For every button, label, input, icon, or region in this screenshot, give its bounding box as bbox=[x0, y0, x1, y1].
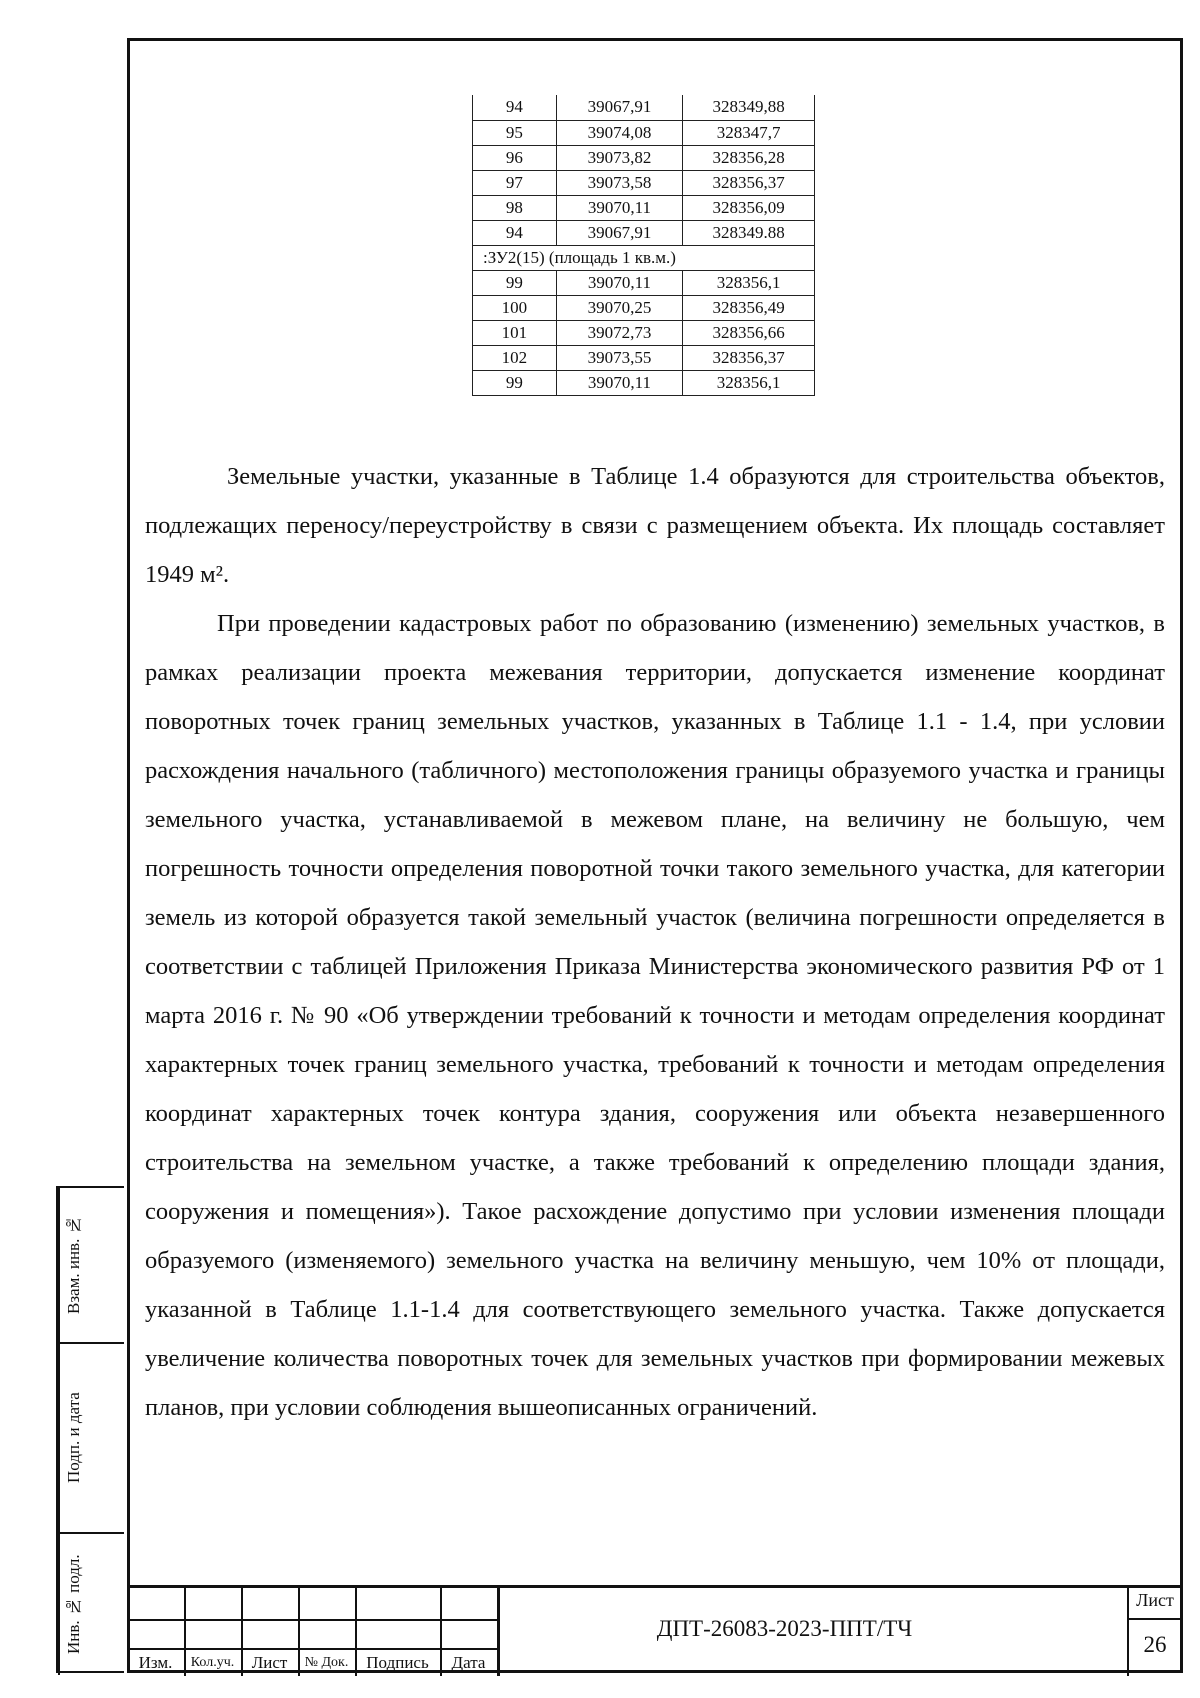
x-cell: 39073,55 bbox=[556, 345, 683, 370]
y-cell: 328356,66 bbox=[683, 320, 815, 345]
sheet-number: 26 bbox=[1143, 1632, 1167, 1657]
x-cell: 39074,08 bbox=[556, 120, 683, 145]
x-cell: 39072,73 bbox=[556, 320, 683, 345]
title-block bbox=[127, 1585, 1183, 1673]
point-cell: 94 bbox=[473, 220, 557, 245]
point-cell: 102 bbox=[473, 345, 557, 370]
header-no-dok: № Док. bbox=[304, 1655, 349, 1670]
y-cell: 328349.88 bbox=[683, 220, 815, 245]
table-row bbox=[473, 370, 815, 395]
table-row bbox=[473, 345, 815, 370]
x-cell: 39067,91 bbox=[556, 220, 683, 245]
y-cell: 328356,28 bbox=[683, 145, 815, 170]
point-cell: 94 bbox=[473, 95, 557, 120]
y-cell: 328356,09 bbox=[683, 195, 815, 220]
header-data: Дата bbox=[451, 1653, 486, 1672]
y-cell: 328356,1 bbox=[683, 370, 815, 395]
y-cell: 328356,49 bbox=[683, 295, 815, 320]
point-cell: 100 bbox=[473, 295, 557, 320]
point-cell: 98 bbox=[473, 195, 557, 220]
document-code-area bbox=[497, 1588, 1183, 1676]
x-cell: 39070,11 bbox=[556, 370, 683, 395]
point-cell: 95 bbox=[473, 120, 557, 145]
strip-label-vzam-inv: Взам. инв. № bbox=[58, 1188, 90, 1342]
table-row bbox=[473, 95, 815, 120]
x-cell: 39070,11 bbox=[556, 270, 683, 295]
x-cell: 39073,82 bbox=[556, 145, 683, 170]
strip-cell-vzam bbox=[58, 1188, 124, 1342]
x-cell: 39067,91 bbox=[556, 95, 683, 120]
point-cell: 97 bbox=[473, 170, 557, 195]
table-row bbox=[473, 195, 815, 220]
strip-label-podp-data: Подп. и дата bbox=[58, 1344, 90, 1532]
point-cell: 101 bbox=[473, 320, 557, 345]
table-row bbox=[473, 295, 815, 320]
table-row bbox=[473, 270, 815, 295]
paragraph: Земельные участки, указанные в Таблице 1.4 образуются для строительства объектов, подлежащих переносу/переустройству в связи с размещением объекта. Их площадь составляет 1949 м². bbox=[145, 463, 1165, 588]
body-text bbox=[145, 452, 1165, 1432]
x-cell: 39070,11 bbox=[556, 195, 683, 220]
strip-label-inv-podl: Инв. № подл. bbox=[58, 1534, 90, 1675]
table-section-row bbox=[473, 245, 815, 270]
table-row bbox=[473, 170, 815, 195]
header-izm: Изм. bbox=[138, 1653, 173, 1672]
header-list: Лист bbox=[251, 1653, 288, 1672]
x-cell: 39070,25 bbox=[556, 295, 683, 320]
table-row bbox=[473, 320, 815, 345]
y-cell: 328347,7 bbox=[683, 120, 815, 145]
strip-cell-podp bbox=[58, 1342, 124, 1532]
binding-strip bbox=[56, 1186, 124, 1673]
table-row bbox=[473, 120, 815, 145]
coordinate-table bbox=[472, 95, 815, 396]
sheet-label: Лист bbox=[1136, 1590, 1174, 1610]
paragraph: При проведении кадастровых работ по образованию (изменению) земельных участков, в рамках реализации проекта межевания территории, допускается изменение координат поворотных точек границ земельных участков, указанных в Таблице 1.1 - 1.4, при условии расхождения начального (табличного) местоположения границы образуемого участка и границы земельного участка, устанавливаемой в межевом плане, на величину не большую, чем погрешность точности определения поворотной точки такого земельного участка, для категории земель из которой образуется такой земельный участок (величина погрешности определяется в соответствии с таблицей Приложения Приказа Министерства экономического развития РФ от 1 марта 2016 г. № 90 «Об утверждении требований к точности и методам определения координат характерных точек границ земельного участка, требований к точности и методам определения координат характерных точек контура здания, сооружения или объекта незавершенного строительства на земельном участке, а также требований к определению площади здания, сооружения и помещения»). Такое расхождение допустимо при условии изменения площади образуемого (изменяемого) земельного участка на величину меньшую, чем 10% от площади, указанной в Таблице 1.1-1.4 для соответствующего земельного участка. Также допускается увеличение количества поворотных точек для земельных участков при формировании межевых планов, при условии соблюдения вышеописанных ограничений. bbox=[145, 610, 1165, 1421]
section-label: :ЗУ2(15) (площадь 1 кв.м.) bbox=[473, 245, 815, 270]
y-cell: 328356,37 bbox=[683, 170, 815, 195]
point-cell: 99 bbox=[473, 270, 557, 295]
header-kol-uch: Кол.уч. bbox=[190, 1655, 235, 1670]
strip-cell-inv bbox=[58, 1532, 124, 1675]
x-cell: 39073,58 bbox=[556, 170, 683, 195]
point-cell: 96 bbox=[473, 145, 557, 170]
table-row bbox=[473, 145, 815, 170]
document-code: ДПТ-26083-2023-ППТ/ТЧ bbox=[656, 1616, 913, 1641]
y-cell: 328356,1 bbox=[683, 270, 815, 295]
header-podpis: Подпись bbox=[366, 1653, 429, 1672]
table-row bbox=[473, 220, 815, 245]
point-cell: 99 bbox=[473, 370, 557, 395]
y-cell: 328356,37 bbox=[683, 345, 815, 370]
y-cell: 328349,88 bbox=[683, 95, 815, 120]
